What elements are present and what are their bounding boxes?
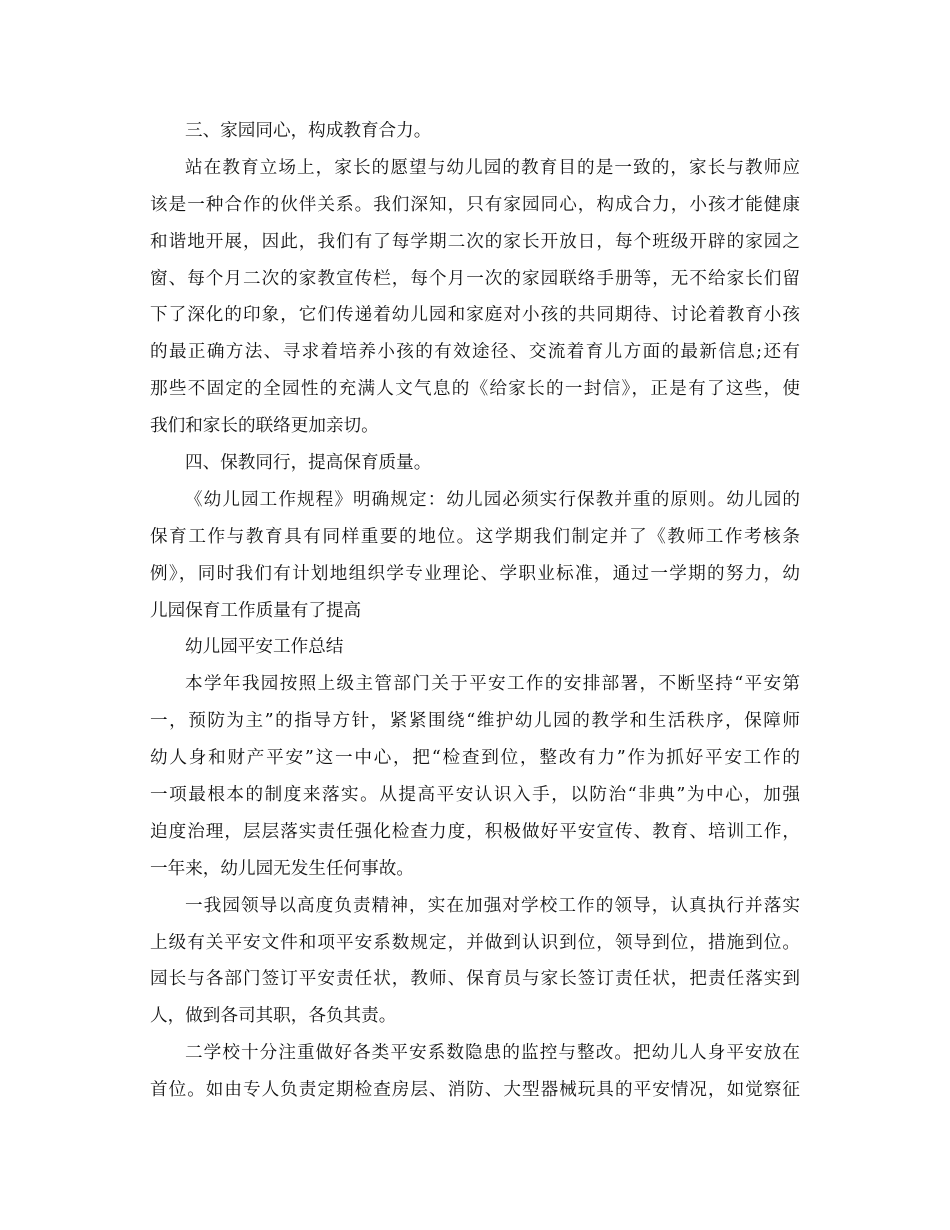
- text-line: 本学年我园按照上级主管部门关于平安工作的安排部署，不断坚持“平安第: [185, 674, 800, 695]
- text-line: 一年来，幼儿园无发生任何事故。: [150, 858, 414, 879]
- text-line: 一项最根本的制度来落实。从提高平安认识入手，以防治“非典”为中心，加强: [150, 785, 800, 806]
- text-line: 上级有关平安文件和项平安系数规定，并做到认识到位，领导到位，措施到位。: [150, 932, 800, 953]
- text-line: 《幼儿园工作规程》明确规定：幼儿园必须实行保教并重的原则。幼儿园的: [185, 489, 800, 510]
- text-line: 人，做到各司其职，各负其责。: [150, 1006, 397, 1027]
- text-line: 一我园领导以高度负责精神，实在加强对学校工作的领导，认真执行并落实: [185, 895, 800, 916]
- body-text: [150, 113, 800, 1109]
- text-line: 那些不固定的全园性的充满人文气息的《给家长的一封信》，正是有了这些，使: [150, 379, 800, 400]
- text-line: 迫度治理，层层落实责任强化检查力度，积极做好平安宣传、教育、培训工作，: [150, 821, 800, 842]
- text-line: 该是一种合作的伙伴关系。我们深知，只有家园同心，构成合力，小孩才能健康: [150, 194, 800, 215]
- text-line: 四、保教同行，提高保育质量。: [185, 453, 432, 474]
- text-line: 保育工作与教育具有同样重要的地位。这学期我们制定并了《教师工作考核条: [150, 526, 800, 547]
- text-line: 幼人身和财产平安”这一中心，把“检查到位，整改有力”作为抓好平安工作的: [150, 748, 800, 769]
- text-line: 的最正确方法、寻求着培养小孩的有效途径、交流着育儿方面的最新信息;还有: [150, 342, 800, 363]
- text-line: 一，预防为主”的指导方针，紧紧围绕“维护幼儿园的教学和生活秩序，保障师: [150, 711, 800, 732]
- text-line: 园长与各部门签订平安责任状，教师、保育员与家长签订责任状，把责任落实到: [150, 969, 800, 990]
- text-line: 幼儿园平安工作总结: [185, 637, 344, 658]
- text-line: 窗、每个月二次的家教宣传栏，每个月一次的家园联络手册等，无不给家长们留: [150, 268, 800, 289]
- text-line: 例》，同时我们有计划地组织学专业理论、学职业标准，通过一学期的努力，幼: [150, 563, 800, 584]
- text-line: 下了深化的印象，它们传递着幼儿园和家庭对小孩的共同期待、讨论着教育小孩: [150, 305, 800, 326]
- text-line: 儿园保育工作质量有了提高: [150, 600, 362, 621]
- text-line: 二学校十分注重做好各类平安系数隐患的监控与整改。把幼儿人身平安放在: [185, 1043, 800, 1064]
- text-line: 三、家园同心，构成教育合力。: [185, 121, 432, 141]
- text-line: 站在教育立场上，家长的愿望与幼儿园的教育目的是一致的，家长与教师应: [185, 157, 800, 178]
- text-line: 首位。如由专人负责定期检查房层、消防、大型器械玩具的平安情况，如觉察征: [150, 1080, 800, 1101]
- text-line: 我们和家长的联络更加亲切。: [150, 416, 379, 437]
- text-line: 和谐地开展，因此，我们有了每学期二次的家长开放日，每个班级开辟的家园之: [150, 231, 800, 252]
